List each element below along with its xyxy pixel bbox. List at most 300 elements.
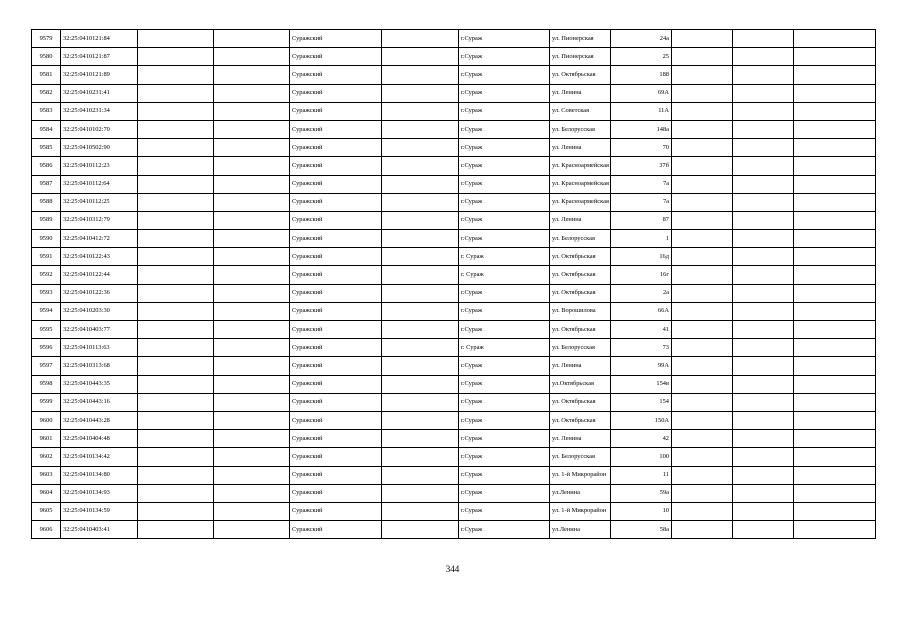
cadastral-number-cell: 32:25:0410502:90 (61, 139, 138, 157)
empty-cell (794, 30, 876, 48)
empty-cell (794, 230, 876, 248)
street-cell: ул. Красноармейская (550, 157, 611, 175)
empty-cell (672, 193, 733, 211)
empty-cell (794, 84, 876, 102)
cadastral-number-cell: 32:25:0410112:25 (61, 193, 138, 211)
empty-cell (382, 484, 459, 502)
empty-cell (794, 248, 876, 266)
row-number-cell: 9601 (32, 430, 61, 448)
empty-cell (672, 321, 733, 339)
street-cell: ул. Октябрьская (550, 393, 611, 411)
house-number-cell: 16г (611, 266, 672, 284)
empty-cell (382, 357, 459, 375)
cadastral-number-cell: 32:25:0410443:16 (61, 393, 138, 411)
street-cell: ул. Октябрьская (550, 284, 611, 302)
empty-cell (138, 139, 214, 157)
empty-cell (138, 375, 214, 393)
empty-cell (214, 430, 290, 448)
district-cell: Суражский (290, 193, 382, 211)
table-row (32, 84, 876, 102)
street-cell: ул. Ленина (550, 357, 611, 375)
district-cell: Суражский (290, 448, 382, 466)
row-number-cell: 9591 (32, 248, 61, 266)
empty-cell (382, 102, 459, 120)
street-cell: ул. Белорусская (550, 448, 611, 466)
street-cell: ул.Октябрьская (550, 375, 611, 393)
district-cell: Суражский (290, 266, 382, 284)
empty-cell (138, 102, 214, 120)
row-number-cell: 9587 (32, 175, 61, 193)
empty-cell (672, 411, 733, 429)
house-number-cell: 7а (611, 193, 672, 211)
row-number-cell: 9586 (32, 157, 61, 175)
empty-cell (733, 102, 794, 120)
empty-cell (214, 339, 290, 357)
empty-cell (138, 484, 214, 502)
cadastral-number-cell: 32:25:0410134:42 (61, 448, 138, 466)
empty-cell (733, 302, 794, 320)
table-row (32, 430, 876, 448)
empty-cell (214, 193, 290, 211)
row-number-cell: 9603 (32, 466, 61, 484)
empty-cell (138, 411, 214, 429)
empty-cell (794, 157, 876, 175)
row-number-cell: 9579 (32, 30, 61, 48)
empty-cell (733, 430, 794, 448)
empty-cell (794, 48, 876, 66)
empty-cell (214, 393, 290, 411)
empty-cell (672, 266, 733, 284)
town-cell: г.Сураж (459, 521, 550, 539)
empty-cell (138, 48, 214, 66)
house-number-cell: 188 (611, 66, 672, 84)
empty-cell (214, 448, 290, 466)
empty-cell (794, 484, 876, 502)
empty-cell (138, 30, 214, 48)
empty-cell (672, 120, 733, 138)
cadastral-number-cell: 32:25:0410231:41 (61, 84, 138, 102)
empty-cell (733, 357, 794, 375)
empty-cell (794, 284, 876, 302)
district-cell: Суражский (290, 139, 382, 157)
table-row (32, 521, 876, 539)
street-cell: ул. Пионерская (550, 30, 611, 48)
table-row (32, 484, 876, 502)
district-cell: Суражский (290, 157, 382, 175)
empty-cell (733, 66, 794, 84)
district-cell: Суражский (290, 30, 382, 48)
empty-cell (138, 84, 214, 102)
empty-cell (672, 284, 733, 302)
cadastral-number-cell: 32:25:0410121:87 (61, 48, 138, 66)
town-cell: г. Сураж (459, 266, 550, 284)
empty-cell (138, 448, 214, 466)
street-cell: ул. Октябрьская (550, 248, 611, 266)
cadastral-number-cell: 32:25:0410443:28 (61, 411, 138, 429)
street-cell: ул. Красноармейская (550, 193, 611, 211)
empty-cell (733, 175, 794, 193)
table-row (32, 157, 876, 175)
empty-cell (382, 302, 459, 320)
empty-cell (138, 193, 214, 211)
district-cell: Суражский (290, 284, 382, 302)
cadastral-number-cell: 32:25:0410102:70 (61, 120, 138, 138)
town-cell: г.Сураж (459, 102, 550, 120)
empty-cell (382, 175, 459, 193)
house-number-cell: 37б (611, 157, 672, 175)
empty-cell (382, 230, 459, 248)
town-cell: г.Сураж (459, 302, 550, 320)
empty-cell (794, 521, 876, 539)
empty-cell (733, 193, 794, 211)
empty-cell (794, 211, 876, 229)
cadastral-number-cell: 32:25:0410122:36 (61, 284, 138, 302)
row-number-cell: 9581 (32, 66, 61, 84)
empty-cell (382, 375, 459, 393)
town-cell: г.Сураж (459, 230, 550, 248)
district-cell: Суражский (290, 521, 382, 539)
row-number-cell: 9589 (32, 211, 61, 229)
cadastral-number-cell: 32:25:0410134:80 (61, 466, 138, 484)
table-row (32, 357, 876, 375)
district-cell: Суражский (290, 120, 382, 138)
town-cell: г.Сураж (459, 448, 550, 466)
house-number-cell: 42 (611, 430, 672, 448)
cadastral-number-cell: 32:25:0410112:64 (61, 175, 138, 193)
row-number-cell: 9592 (32, 266, 61, 284)
empty-cell (214, 139, 290, 157)
empty-cell (214, 157, 290, 175)
town-cell: г.Сураж (459, 193, 550, 211)
table-row (32, 448, 876, 466)
row-number-cell: 9606 (32, 521, 61, 539)
street-cell: ул. Пионерская (550, 48, 611, 66)
house-number-cell: 148а (611, 120, 672, 138)
empty-cell (733, 30, 794, 48)
street-cell: ул.Ленина (550, 521, 611, 539)
row-number-cell: 9594 (32, 302, 61, 320)
house-number-cell: 69А (611, 84, 672, 102)
district-cell: Суражский (290, 484, 382, 502)
district-cell: Суражский (290, 102, 382, 120)
table-row (32, 120, 876, 138)
town-cell: г.Сураж (459, 120, 550, 138)
street-cell: ул. 1-й Микрорайон (550, 502, 611, 520)
house-number-cell: 154в (611, 375, 672, 393)
district-cell: Суражский (290, 430, 382, 448)
empty-cell (214, 266, 290, 284)
cadastral-number-cell: 32:25:0410404:48 (61, 430, 138, 448)
empty-cell (214, 84, 290, 102)
empty-cell (214, 411, 290, 429)
empty-cell (382, 448, 459, 466)
empty-cell (672, 484, 733, 502)
empty-cell (382, 284, 459, 302)
registry-table-body (32, 30, 876, 539)
table-row (32, 393, 876, 411)
district-cell: Суражский (290, 466, 382, 484)
town-cell: г.Сураж (459, 466, 550, 484)
page-number: 344 (445, 564, 460, 574)
empty-cell (382, 84, 459, 102)
empty-cell (733, 466, 794, 484)
empty-cell (214, 502, 290, 520)
table-row (32, 302, 876, 320)
row-number-cell: 9596 (32, 339, 61, 357)
table-row (32, 175, 876, 193)
row-number-cell: 9595 (32, 321, 61, 339)
house-number-cell: 87 (611, 211, 672, 229)
table-row (32, 411, 876, 429)
empty-cell (672, 102, 733, 120)
town-cell: г.Сураж (459, 375, 550, 393)
town-cell: г.Сураж (459, 139, 550, 157)
empty-cell (382, 266, 459, 284)
empty-cell (733, 339, 794, 357)
empty-cell (733, 521, 794, 539)
table-row (32, 230, 876, 248)
empty-cell (214, 230, 290, 248)
cadastral-number-cell: 32:25:0410134:59 (61, 502, 138, 520)
street-cell: ул. Ленина (550, 430, 611, 448)
district-cell: Суражский (290, 375, 382, 393)
empty-cell (733, 284, 794, 302)
table-row (32, 466, 876, 484)
cadastral-number-cell: 32:25:0410122:43 (61, 248, 138, 266)
empty-cell (794, 466, 876, 484)
empty-cell (672, 230, 733, 248)
town-cell: г.Сураж (459, 430, 550, 448)
row-number-cell: 9605 (32, 502, 61, 520)
house-number-cell: 41 (611, 321, 672, 339)
empty-cell (794, 302, 876, 320)
district-cell: Суражский (290, 175, 382, 193)
empty-cell (138, 521, 214, 539)
table-row (32, 102, 876, 120)
empty-cell (214, 484, 290, 502)
empty-cell (382, 211, 459, 229)
empty-cell (382, 339, 459, 357)
empty-cell (138, 430, 214, 448)
district-cell: Суражский (290, 48, 382, 66)
empty-cell (138, 339, 214, 357)
cadastral-number-cell: 32:25:0410403:77 (61, 321, 138, 339)
district-cell: Суражский (290, 393, 382, 411)
row-number-cell: 9604 (32, 484, 61, 502)
street-cell: ул. Красноармейская (550, 175, 611, 193)
town-cell: г.Сураж (459, 211, 550, 229)
empty-cell (733, 321, 794, 339)
empty-cell (672, 302, 733, 320)
empty-cell (382, 393, 459, 411)
empty-cell (138, 466, 214, 484)
street-cell: ул. Октябрьская (550, 66, 611, 84)
cadastral-number-cell: 32:25:0410121:84 (61, 30, 138, 48)
town-cell: г.Сураж (459, 484, 550, 502)
empty-cell (214, 375, 290, 393)
empty-cell (214, 48, 290, 66)
empty-cell (138, 175, 214, 193)
district-cell: Суражский (290, 230, 382, 248)
street-cell: ул. Октябрьская (550, 266, 611, 284)
cadastral-number-cell: 32:25:0410231:34 (61, 102, 138, 120)
house-number-cell: 58а (611, 521, 672, 539)
house-number-cell: 25 (611, 48, 672, 66)
row-number-cell: 9585 (32, 139, 61, 157)
town-cell: г.Сураж (459, 502, 550, 520)
empty-cell (382, 321, 459, 339)
empty-cell (138, 266, 214, 284)
empty-cell (214, 211, 290, 229)
row-number-cell: 9602 (32, 448, 61, 466)
town-cell: г.Сураж (459, 157, 550, 175)
table-row (32, 139, 876, 157)
street-cell: ул. Ворошилова (550, 302, 611, 320)
cadastral-number-cell: 32:25:0410313:68 (61, 357, 138, 375)
empty-cell (672, 157, 733, 175)
house-number-cell: 11А (611, 102, 672, 120)
street-cell: ул. Белорусская (550, 339, 611, 357)
empty-cell (138, 248, 214, 266)
cadastral-number-cell: 32:25:0410121:89 (61, 66, 138, 84)
cadastral-number-cell: 32:25:0410203:30 (61, 302, 138, 320)
table-row (32, 502, 876, 520)
empty-cell (794, 120, 876, 138)
empty-cell (382, 193, 459, 211)
district-cell: Суражский (290, 211, 382, 229)
house-number-cell: 70 (611, 139, 672, 157)
empty-cell (214, 175, 290, 193)
registry-table (31, 29, 876, 539)
row-number-cell: 9597 (32, 357, 61, 375)
empty-cell (794, 175, 876, 193)
empty-cell (794, 375, 876, 393)
street-cell: ул. Ленина (550, 84, 611, 102)
row-number-cell: 9598 (32, 375, 61, 393)
empty-cell (733, 266, 794, 284)
empty-cell (382, 157, 459, 175)
table-row (32, 339, 876, 357)
house-number-cell: 99А (611, 357, 672, 375)
street-cell: ул. Ленина (550, 211, 611, 229)
empty-cell (794, 102, 876, 120)
empty-cell (382, 30, 459, 48)
street-cell: ул. 1-й Микрорайон (550, 466, 611, 484)
empty-cell (672, 357, 733, 375)
empty-cell (672, 375, 733, 393)
district-cell: Суражский (290, 66, 382, 84)
empty-cell (138, 120, 214, 138)
district-cell: Суражский (290, 502, 382, 520)
table-row (32, 375, 876, 393)
empty-cell (794, 502, 876, 520)
row-number-cell: 9588 (32, 193, 61, 211)
house-number-cell: 100 (611, 448, 672, 466)
empty-cell (794, 430, 876, 448)
street-cell: ул.Ленина (550, 484, 611, 502)
house-number-cell: 150А (611, 411, 672, 429)
empty-cell (733, 502, 794, 520)
empty-cell (382, 120, 459, 138)
empty-cell (382, 411, 459, 429)
empty-cell (382, 248, 459, 266)
empty-cell (733, 393, 794, 411)
town-cell: г. Сураж (459, 339, 550, 357)
empty-cell (733, 48, 794, 66)
empty-cell (214, 357, 290, 375)
empty-cell (138, 66, 214, 84)
street-cell: ул. Белорусская (550, 230, 611, 248)
district-cell: Суражский (290, 248, 382, 266)
empty-cell (794, 448, 876, 466)
town-cell: г.Сураж (459, 30, 550, 48)
empty-cell (214, 302, 290, 320)
empty-cell (214, 66, 290, 84)
town-cell: г. Сураж (459, 248, 550, 266)
house-number-cell: 10 (611, 502, 672, 520)
street-cell: ул. Ленина (550, 139, 611, 157)
town-cell: г.Сураж (459, 48, 550, 66)
district-cell: Суражский (290, 84, 382, 102)
empty-cell (794, 266, 876, 284)
row-number-cell: 9582 (32, 84, 61, 102)
empty-cell (214, 120, 290, 138)
street-cell: ул. Белорусская (550, 120, 611, 138)
empty-cell (138, 157, 214, 175)
empty-cell (382, 139, 459, 157)
empty-cell (733, 211, 794, 229)
cadastral-number-cell: 32:25:0410312:79 (61, 211, 138, 229)
house-number-cell: 2а (611, 284, 672, 302)
empty-cell (214, 284, 290, 302)
town-cell: г.Сураж (459, 175, 550, 193)
row-number-cell: 9600 (32, 411, 61, 429)
cadastral-number-cell: 32:25:0410403:41 (61, 521, 138, 539)
empty-cell (733, 448, 794, 466)
town-cell: г.Сураж (459, 321, 550, 339)
empty-cell (672, 48, 733, 66)
table-row (32, 321, 876, 339)
house-number-cell: 7а (611, 175, 672, 193)
empty-cell (672, 30, 733, 48)
empty-cell (794, 393, 876, 411)
empty-cell (733, 157, 794, 175)
cadastral-number-cell: 32:25:0410112:23 (61, 157, 138, 175)
cadastral-number-cell: 32:25:0410134:93 (61, 484, 138, 502)
empty-cell (214, 248, 290, 266)
empty-cell (382, 430, 459, 448)
table-row (32, 30, 876, 48)
empty-cell (138, 321, 214, 339)
cadastral-number-cell: 32:25:0410122:44 (61, 266, 138, 284)
empty-cell (214, 521, 290, 539)
empty-cell (672, 139, 733, 157)
table-row (32, 48, 876, 66)
table-row (32, 66, 876, 84)
cadastral-number-cell: 32:25:0410113:63 (61, 339, 138, 357)
empty-cell (672, 448, 733, 466)
empty-cell (672, 521, 733, 539)
district-cell: Суражский (290, 321, 382, 339)
empty-cell (794, 66, 876, 84)
empty-cell (794, 411, 876, 429)
empty-cell (672, 393, 733, 411)
empty-cell (733, 230, 794, 248)
empty-cell (138, 393, 214, 411)
town-cell: г.Сураж (459, 411, 550, 429)
district-cell: Суражский (290, 302, 382, 320)
empty-cell (733, 120, 794, 138)
